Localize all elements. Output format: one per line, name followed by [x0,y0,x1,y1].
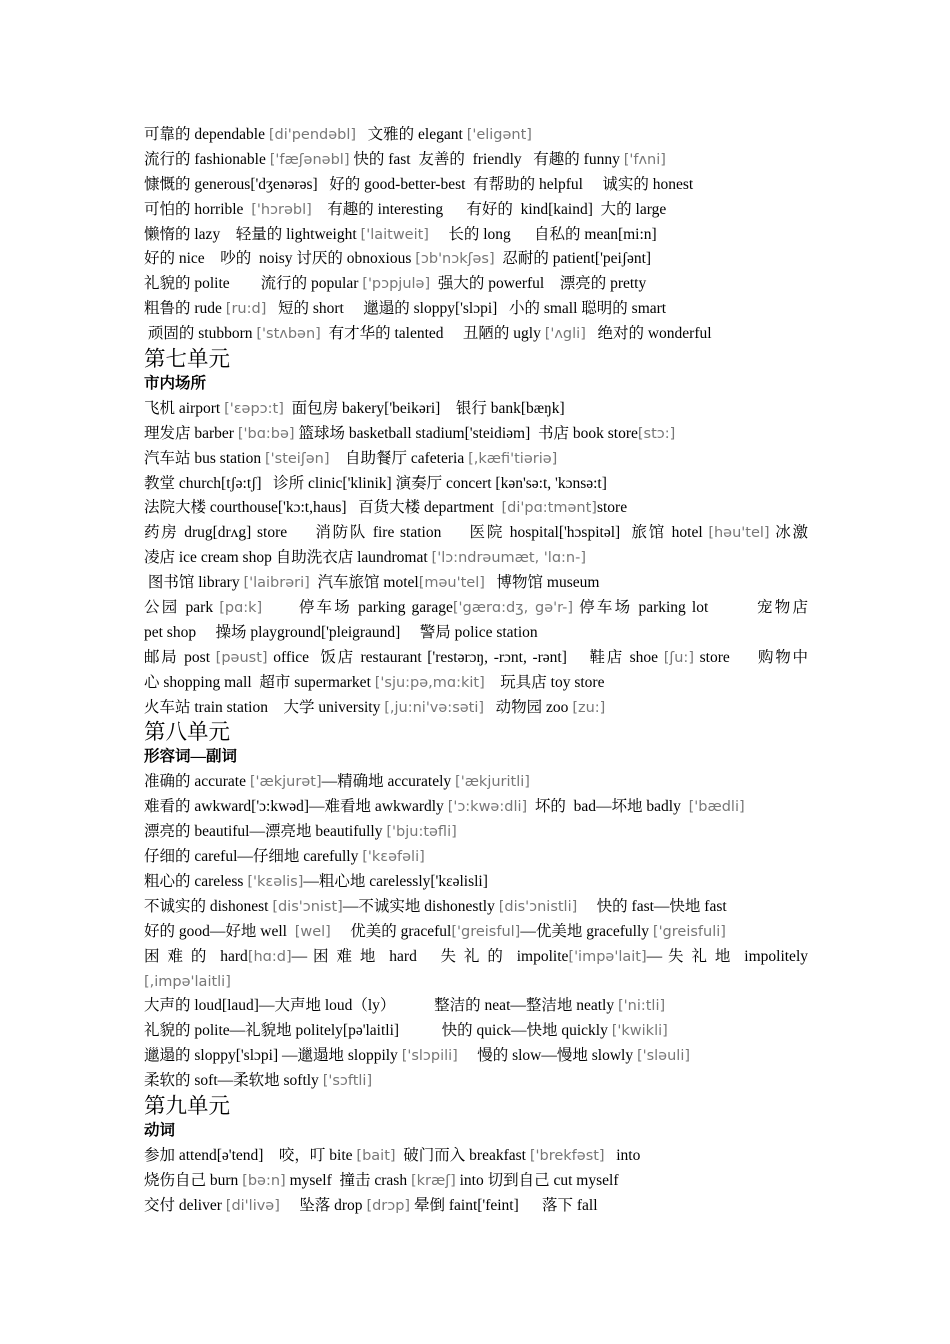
vocab-line [144,845,808,870]
vocab-line [144,546,808,571]
section-subheading: 市内场所 [144,375,207,393]
word-text: 冰激 [769,524,808,542]
phonetic: [stɔ:] [637,425,676,442]
vocab-line [144,1069,808,1094]
phonetic: ['brekfəst] [529,1147,605,1164]
word-text: 绝对的 wonderful [585,325,712,343]
word-text: 柔软的 soft—柔软地 softly [144,1072,323,1090]
word-text: 长的 long 自私的 mean[mi:n] [428,225,657,243]
section-subheading: 动词 [144,1121,176,1139]
vocab-line [144,696,808,721]
phonetic: ['ækjurət] [249,774,322,791]
word-text: 好的 nice 吵的 noisy 讨厌的 obnoxious [144,250,416,268]
word-text: 好的 good—好地 well [144,922,295,940]
word-text: 邮局 post [144,648,216,666]
vocab-line [144,521,808,546]
word-text: store [596,499,628,517]
word-text: 有趣的 interesting 有好的 kind[kaind] 大的 large [311,200,667,218]
word-text: 烧伤自己 burn [144,1171,243,1189]
vocab-line [144,472,808,497]
word-text: 慷慨的 generous['dʒenərəs] 好的 good-better-best 有帮助的 helpful 诚实的 honest [144,175,694,193]
phonetic: [dis'ɔnistli] [498,898,578,915]
vocab-line [144,795,808,820]
word-text: 坏的 bad—坏地 badly [527,798,689,816]
phonetic: [drɔp] [366,1197,411,1214]
phonetic: ['greisfuli] [652,923,726,940]
word-text: 仔细的 careful—仔细地 carefully [144,848,363,866]
section-subheading: 形容词—副词 [144,748,238,766]
word-text: 礼貌的 polite 流行的 popular [144,275,363,293]
vocab-line [144,297,808,322]
word-text: 自助餐厅 cafeteria [329,449,469,467]
vocab-line [144,1194,808,1219]
word-text: 交付 deliver [144,1196,226,1214]
vocab-line [144,895,808,920]
word-text: 篮球场 basketball stadium['steidiəm] 书店 book store [294,424,638,442]
phonetic: ['impə'lait] [568,948,647,965]
unit-heading: 第八单元 [144,720,231,745]
word-text: 准确的 accurate [144,773,250,791]
vocab-line [144,447,808,472]
document-body [144,123,808,1219]
vocab-line [144,770,808,795]
phonetic: ['ɔ:kwə:dli] [447,799,528,816]
phonetic: [ʃu:] [663,649,694,666]
word-text: 玩具店 toy store [484,673,605,691]
word-text: 粗心的 careless [144,872,248,890]
word-text: 困 难 的 hard [144,947,248,965]
vocab-line [144,571,808,596]
phonetic: [məu'tel] [418,575,485,592]
phonetic: ['stʌbən] [256,326,321,343]
vocab-line [144,322,808,347]
word-text: 粗鲁的 rude [144,300,226,318]
word-text: 有才华的 talented 丑陋的 ugly [320,325,545,343]
phonetic: [di'pɑ:tmənt] [501,500,597,517]
phonetic: ['slɔpili] [401,1048,458,1065]
phonetic: [di'pendəbl] [268,127,357,143]
vocab-line [144,970,808,995]
vocab-line [144,148,808,173]
phonetic: ['ʌgli] [544,326,586,343]
phonetic: ['laitweit] [360,226,429,243]
word-text: 理发店 barber [144,424,238,442]
phonetic: [ɔb'nɔkʃəs] [415,251,495,268]
word-text: 心 shopping mall 超市 supermarket [144,673,375,691]
phonetic: [dis'ɔnist] [272,898,343,915]
vocab-line [144,1019,808,1044]
word-text: — 失 礼 地 impolitely [646,947,808,965]
word-text: —粗心地 carelessly['kɛəlisli] [303,872,488,890]
word-text: store 购物中 [693,648,808,666]
word-text: 顽固的 stubborn [144,325,257,343]
phonetic: ['bædli] [688,799,745,816]
phonetic: ['fæʃənəbl] [269,151,350,168]
word-text: 凌店 ice cream shop 自助洗衣店 laundromat [144,549,432,567]
vocab-line [144,621,808,646]
phonetic: ['sɔftli] [322,1073,373,1090]
word-text: 文雅的 elegant [356,126,467,143]
phonetic: ['eligənt] [466,127,532,143]
word-text: into 切到自己 cut myself [455,1171,619,1189]
word-text: 面包房 bakery['beikəri] 银行 bank[bæŋk] [283,399,565,417]
phonetic: ['laibrəri] [243,575,310,592]
phonetic: ['sju:pə,mɑ:kit] [374,674,485,691]
phonetic: [ru:d] [225,301,267,318]
word-text: — 困 难 地 hard 失 礼 的 impolite [291,947,569,965]
unit-heading: 第九单元 [144,1093,231,1118]
phonetic: [zu:] [572,699,606,716]
word-text: 快的 fast—快地 fast [577,897,727,915]
phonetic: ['ni:tli] [618,998,666,1015]
phonetic: ['ɛəpɔ:t] [224,400,284,417]
word-text: 公园 park [144,599,220,617]
word-text: 难看的 awkward['ɔ:kwəd]—难看地 awkwardly [144,798,448,816]
phonetic: [,impə'laitli] [144,973,231,990]
word-text: 优美的 graceful [330,922,452,940]
word-text: 短的 short 邋遢的 sloppy['slɔpi] 小的 small 聪明的 smart [266,300,667,318]
vocab-line [144,397,808,422]
word-text: 坠落 drop [279,1196,367,1214]
phonetic: [wel] [294,923,331,940]
vocab-line [144,1044,808,1069]
word-text: into [604,1146,641,1164]
word-text: 快的 fast 友善的 friendly 有趣的 funny [349,150,624,168]
word-text: 飞机 airport [144,399,225,417]
word-text: 停车场 parking garage [262,599,453,617]
phonetic: [kræʃ] [410,1172,456,1189]
vocab-line [144,247,808,272]
word-text: 图书馆 library [144,574,244,592]
vocab-line [144,646,808,671]
phonetic: [həu'tel] [708,525,770,542]
word-text: 流行的 fashionable [144,150,270,168]
vocab-line [144,422,808,447]
word-text: 大声的 loud[laud]—大声地 loud（ly） 整洁的 neat—整洁地 neatly [144,997,618,1015]
phonetic: ['hɔrəbl] [251,201,312,218]
word-text: 汽车旅馆 motel [309,574,419,592]
word-text: myself 撞击 crash [285,1171,411,1189]
phonetic: ['bɑ:bə] [237,425,295,442]
word-text: office 饭店 restaurant ['restərɔŋ, -rɔnt, -rənt] 鞋店 shoe [267,648,664,666]
word-text: 法院大楼 courthouse['kɔ:t,haus] 百货大楼 department [144,499,502,517]
word-text: 漂亮的 beautiful—漂亮地 beautifully [144,823,387,841]
word-text: 可靠的 dependable [144,126,269,143]
vocab-line [144,920,808,945]
vocab-line [144,198,808,223]
vocab-line [144,870,808,895]
phonetic: ['kwikli] [611,1023,668,1040]
word-text: 可怕的 horrible [144,200,252,218]
word-text: 破门而入 breakfast [395,1146,530,1164]
vocab-line [144,223,808,248]
word-text: —优美地 gracefully [520,922,653,940]
phonetic: [bə:n] [242,1172,286,1189]
word-text: 礼貌的 polite—礼貌地 politely[pə'laitli] 快的 quick—快地 quickly [144,1022,612,1040]
word-text: 博物馆 museum [484,574,600,592]
phonetic: [,ju:ni'və:səti] [384,699,485,716]
phonetic: [,kæfi'tiəriə] [468,450,558,467]
vocab-line [144,272,808,297]
phonetic: ['kɛəfəli] [362,849,425,866]
phonetic: ['lɔ:ndrəumæt, 'lɑ:n-] [431,550,586,567]
word-text: 邋遢的 sloppy['slɔpi] —邋遢地 sloppily [144,1047,402,1065]
phonetic: ['bju:təfli] [386,824,457,841]
phonetic: ['sləuli] [636,1048,691,1065]
word-text: —精确地 accurately [321,773,456,791]
vocab-line [144,1169,808,1194]
word-text: 汽车站 bus station [144,449,265,467]
phonetic: ['steiʃən] [265,450,330,467]
vocab-line [144,945,808,970]
unit-heading: 第七单元 [144,347,231,372]
vocab-line [144,671,808,696]
word-text: 教堂 church[tʃə:tʃ] 诊所 clinic['klinik] 演奏厅 concert [kən'sə:t, 'kɔnsə:t] [144,474,607,492]
word-text: 火车站 train station 大学 university [144,698,385,716]
phonetic: [pəust] [215,649,268,666]
vocab-line [144,173,808,198]
word-text: 强大的 powerful 漂亮的 pretty [430,275,647,293]
phonetic: [hɑ:d] [247,948,292,965]
phonetic: ['kɛəlis] [247,873,304,890]
word-text: 停车场 parking lot 宠物店 [573,599,808,617]
phonetic: ['ækjuritli] [455,774,530,791]
vocab-line [144,123,808,148]
phonetic: ['fʌni] [623,151,666,168]
vocab-line [144,596,808,621]
word-text: 动物园 zoo [484,698,573,716]
word-text: —不诚实地 dishonestly [342,897,499,915]
word-text: 忍耐的 patient['peiʃənt] [494,250,652,268]
word-text: 药房 drug[drʌg] store 消防队 fire station 医院 hospital['hɔspitəl] 旅馆 hotel [144,524,709,542]
phonetic: [bait] [356,1147,396,1164]
vocab-line [144,496,808,521]
phonetic: ['pɔpjulə] [362,276,431,293]
phonetic: [pɑ:k] [219,600,263,617]
word-text: 不诚实的 dishonest [144,897,273,915]
word-text: 参加 attend[ə'tend] 咬，叮 bite [144,1146,357,1164]
word-text: 慢的 slow—慢地 slowly [457,1047,637,1065]
phonetic: [di'livə] [225,1197,280,1214]
vocab-line [144,820,808,845]
word-text: 晕倒 faint['feint] 落下 fall [410,1196,598,1214]
phonetic: ['gærɑ:dʒ, gə'r-] [452,600,574,617]
word-text: 懒惰的 lazy 轻量的 lightweight [144,225,361,243]
phonetic: ['greisful] [451,923,521,940]
vocab-line [144,994,808,1019]
word-text: pet shop 操场 playground['pleigraund] 警局 police station [144,623,538,641]
vocab-line [144,1144,808,1169]
